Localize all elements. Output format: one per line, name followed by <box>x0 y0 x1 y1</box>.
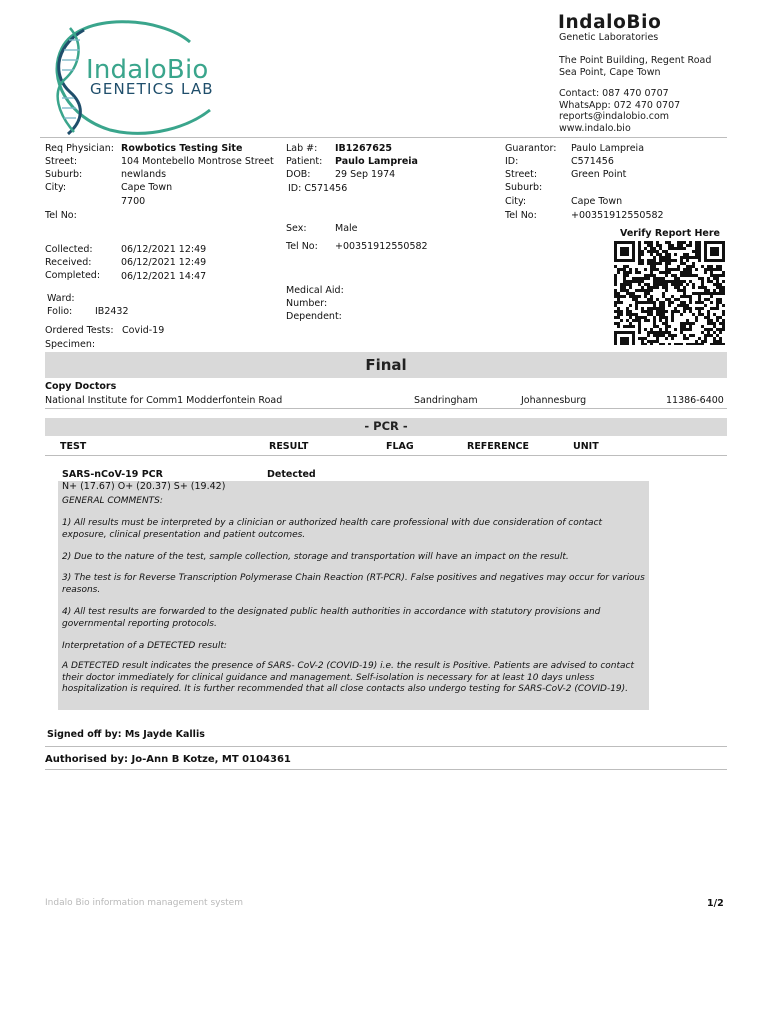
patient-label: Patient: <box>286 156 323 167</box>
guarantor-label: Guarantor: <box>505 143 557 154</box>
lab-contact: Contact: 087 470 0707 <box>559 88 669 99</box>
signed-off-by: Signed off by: Ms Jayde Kallis <box>47 729 205 740</box>
completed-label: Completed: <box>45 270 101 281</box>
pcr-section-title: - PCR - <box>364 419 408 433</box>
ward-label: Ward: <box>47 293 75 304</box>
folio-value: IB2432 <box>95 306 129 317</box>
lab-number-label: Lab #: <box>286 143 318 154</box>
authorised-divider <box>45 769 727 770</box>
medical-aid-label: Medical Aid: <box>286 285 344 296</box>
interpretation-heading: Interpretation of a DETECTED result: <box>62 641 227 651</box>
comments-heading: GENERAL COMMENTS: <box>62 496 163 506</box>
lab-address-line-2: Sea Point, Cape Town <box>559 67 661 78</box>
report-status: Final <box>365 356 407 374</box>
copy-doctor-suburb: Sandringham <box>414 395 478 406</box>
physician-street-label: Street: <box>45 156 78 167</box>
medical-aid-number-label: Number: <box>286 298 328 309</box>
guarantor-street-value: Green Point <box>571 169 627 180</box>
comment-2: 2) Due to the nature of the test, sample collection, storage and transportation will have an impact on the result. <box>62 552 569 562</box>
collected-value: 06/12/2021 12:49 <box>121 244 207 255</box>
req-physician-label: Req Physician: <box>45 143 114 154</box>
comment-4: 4) All test results are forwarded to the designated public health authorities in accordance with statutory provisions and governmental reporting protocols. <box>62 607 601 629</box>
page-number: 1/2 <box>707 898 724 909</box>
dob-label: DOB: <box>286 169 311 180</box>
footer-system-name: Indalo Bio information management system <box>45 898 243 908</box>
dependent-label: Dependent: <box>286 311 342 322</box>
patient-id: ID: C571456 <box>288 183 348 194</box>
lab-whatsapp: WhatsApp: 072 470 0707 <box>559 100 681 111</box>
guarantor-id-value: C571456 <box>571 156 614 167</box>
received-value: 06/12/2021 12:49 <box>121 257 207 268</box>
result-test-name: SARS-nCoV-19 PCR <box>62 469 163 480</box>
guarantor-tel-value: +00351912550582 <box>571 210 664 221</box>
physician-suburb-label: Suburb: <box>45 169 83 180</box>
col-header-result: RESULT <box>269 441 309 452</box>
result-value: Detected <box>267 469 316 480</box>
signoff-divider <box>45 746 727 747</box>
guarantor-street-label: Street: <box>505 169 538 180</box>
lab-number-value: IB1267625 <box>335 143 393 154</box>
pcr-section-band <box>45 418 727 436</box>
col-header-test: TEST <box>60 441 87 452</box>
guarantor-id-label: ID: <box>505 156 519 167</box>
col-header-unit: UNIT <box>573 441 599 452</box>
copy-doctor-city: Johannesburg <box>521 395 587 406</box>
guarantor-tel-label: Tel No: <box>505 210 537 221</box>
logo-subtitle: GENETICS LAB <box>90 80 214 98</box>
logo-wordmark: IndaloBio <box>86 55 209 85</box>
physician-postal-code: 7700 <box>121 196 146 207</box>
collected-label: Collected: <box>45 244 93 255</box>
sex-value: Male <box>335 223 358 234</box>
completed-value: 06/12/2021 14:47 <box>121 271 207 282</box>
col-header-flag: FLAG <box>386 441 414 452</box>
guarantor-city-label: City: <box>505 196 527 207</box>
authorised-by: Authorised by: Jo-Ann B Kotze, MT 0104361 <box>45 754 291 765</box>
patient-tel-value: +00351912550582 <box>335 241 428 252</box>
copy-doctors-divider <box>45 408 727 409</box>
interpretation-text: A DETECTED result indicates the presence of SARS- CoV-2 (COVID-19) i.e. the result is Positive. Patients are advised to contact their doctor immediately for clinical guidance and management. Self-isolation is necessary for at least 10 days unless hospitalization is required. It is further recommended that all close contacts also undergo testing for SARS-CoV-2 (COVID-19). <box>62 661 635 695</box>
qr-code-icon[interactable] <box>614 241 725 345</box>
patient-name-value: Paulo Lampreia <box>335 156 418 167</box>
physician-tel-label: Tel No: <box>45 210 77 221</box>
comment-3: 3) The test is for Reverse Transcription Polymerase Chain Reaction (RT-PCR). False positives and negatives may occur for various reasons. <box>62 573 645 595</box>
physician-suburb-value: newlands <box>121 169 167 180</box>
received-label: Received: <box>45 257 92 268</box>
ordered-tests-value: Covid-19 <box>122 325 165 336</box>
specimen-label: Specimen: <box>45 339 96 350</box>
copy-doctors-title: Copy Doctors <box>45 381 117 392</box>
physician-city-value: Cape Town <box>121 182 173 193</box>
col-header-reference: REFERENCE <box>467 441 530 452</box>
lab-address-line-1: The Point Building, Regent Road <box>559 55 712 66</box>
guarantor-value: Paulo Lampreia <box>571 143 645 154</box>
physician-city-label: City: <box>45 182 67 193</box>
folio-label: Folio: <box>47 306 73 317</box>
header-divider <box>40 137 727 138</box>
copy-doctor-phone: 11386-6400 <box>666 395 724 406</box>
copy-doctor-name-address: National Institute for Comm1 Modderfontein Road <box>45 395 283 406</box>
dob-value: 29 Sep 1974 <box>335 169 396 180</box>
report-status-band <box>45 352 727 378</box>
guarantor-suburb-label: Suburb: <box>505 182 543 193</box>
patient-tel-label: Tel No: <box>286 241 318 252</box>
lab-brand-name: IndaloBio <box>558 12 662 33</box>
sex-label: Sex: <box>286 223 307 234</box>
guarantor-city-value: Cape Town <box>571 196 623 207</box>
req-physician-value: Rowbotics Testing Site <box>121 143 243 154</box>
lab-website-link[interactable]: www.indalo.bio <box>559 123 631 134</box>
lab-email-link[interactable]: reports@indalobio.com <box>559 111 670 122</box>
ct-values: N+ (17.67) O+ (20.37) S+ (19.42) <box>62 481 226 492</box>
lab-brand-subtitle: Genetic Laboratories <box>559 32 659 43</box>
comment-1: 1) All results must be interpreted by a clinician or authorized health care professional with due consideration of contact exposure, clinical presentation and patient outcomes. <box>62 518 602 540</box>
physician-street-value: 104 Montebello Montrose Street <box>121 156 274 167</box>
ordered-tests-label: Ordered Tests: <box>45 325 114 336</box>
verify-report-label: Verify Report Here <box>620 228 720 239</box>
table-header-divider <box>45 455 727 456</box>
